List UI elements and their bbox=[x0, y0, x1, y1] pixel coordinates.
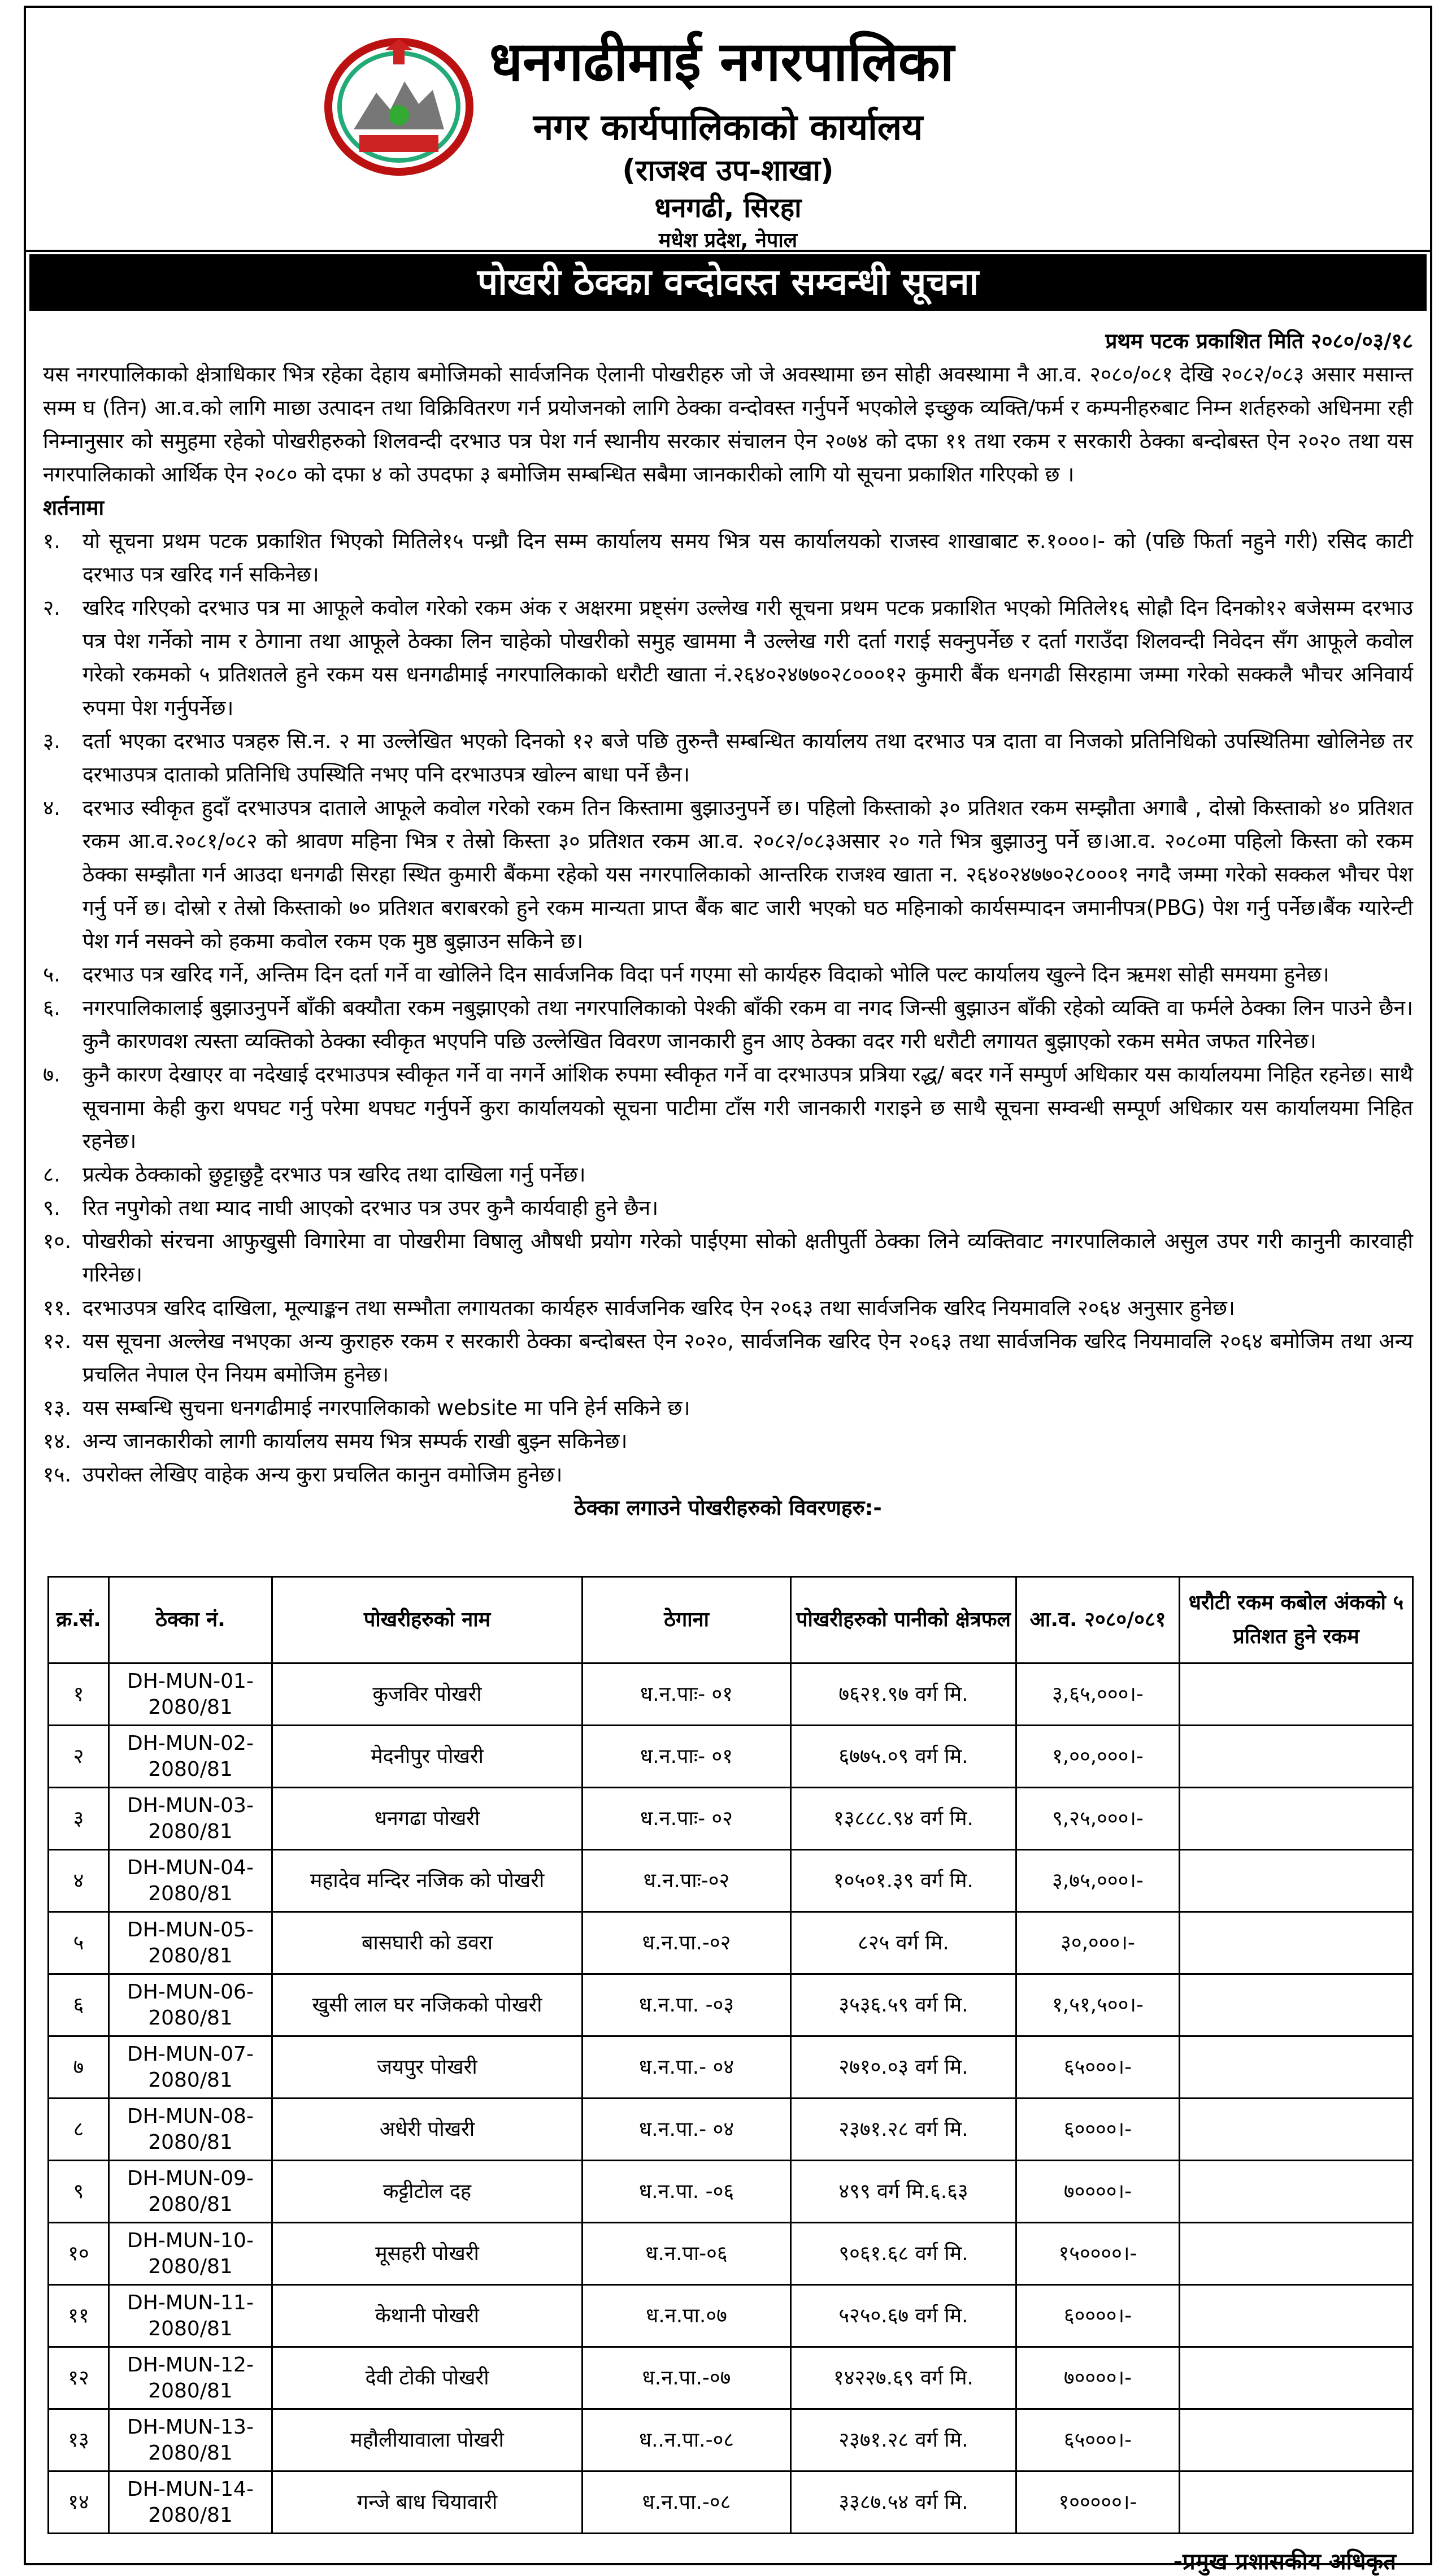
cell-address: ध.न.पा.- ०४ bbox=[583, 2099, 791, 2161]
condition-item bbox=[43, 1191, 1413, 1224]
cell-sn: १ bbox=[49, 1663, 109, 1726]
table-row bbox=[49, 1974, 1413, 2036]
cell-area: ९०६१.६८ वर्ग मि. bbox=[791, 2223, 1016, 2285]
cell-address: ध.न.पाः- ०१ bbox=[583, 1663, 791, 1726]
cell-contract: DH-MUN-12-2080/81 bbox=[109, 2347, 272, 2409]
condition-number: १०. bbox=[43, 1229, 72, 1253]
office-name: नगर कार्यपालिकाको कार्यालय bbox=[533, 107, 923, 149]
notice-body bbox=[43, 324, 1413, 1524]
condition-number: ४. bbox=[43, 796, 61, 820]
signatory: -प्रमुख प्रशासकीय अधिकृत bbox=[1173, 2549, 1396, 2575]
table-row bbox=[49, 1912, 1413, 1974]
condition-number: १३. bbox=[43, 1396, 72, 1420]
cell-deposit bbox=[1180, 1974, 1413, 2036]
condition-text: खरिद गरिएको दरभाउ पत्र मा आफूले कवोल गरेको रकम अंक र अक्षरमा प्रष्ट्संग उल्लेख गरी सूचना प्रथम पटक प्रकाशित भएको मितिले१६ सोह्रौ दिन दिनको१२ बजेसम्म दरभाउ पत्र पेश गर्नेको नाम र ठेगाना तथा आफूले ठेक्का लिन चाहेको पोखरीको समुह खाममा नै उल्लेख गरी दर्ता गराई सक्नुपर्नेछ र दर्ता गराउँदा शिलवन्दी निवेदन सँग आफूले कवोल गरेको रकमको ५ प्रतिशतले हुने रकम यस धनगढीमाई नगरपालिकाको धरौटी खाता नं.२६४०२४७७०२८०००१२ कुमारी बैंक धनगढी सिरहामा जम्मा गरेको सक्कलै भौचर अनिवार्य रुपमा पेश गर्नुपर्नेछ। bbox=[82, 596, 1413, 720]
condition-item bbox=[43, 1224, 1413, 1291]
condition-number: ८. bbox=[43, 1162, 61, 1187]
intro-paragraph: यस नगरपालिकाको क्षेत्राधिकार भित्र रहेका देहाय बमोजिमको सार्वजनिक ऐलानी पोखरीहरु जो जे अवस्थामा छन सोही अवस्थामा नै आ.व. २०८०/०८१ देखि २०८२/०८३ असार मसान्त सम्म घ (तिन) आ.व.को लागि माछा उत्पादन तथा विक्रिवितरण गर्न प्रयोजनको लागि ठेक्का वन्दोवस्त गर्नुपर्ने भएकोले इच्छुक व्यक्ति/फर्म र कम्पनीहरुबाट निम्न शर्तहरुको अधिनमा रही निम्नानुसार को समुहमा रहेको पोखरीहरुको शिलवन्दी दरभाउ पत्र पेश गर्न स्थानीय सरकार संचालन ऐन २०७४ को दफा ११ तथा रकम र सरकारी ठेक्का बन्दोबस्त ऐन २०२० तथा यस नगरपालिकाको आर्थिक ऐन २०८० को दफा ४ को उपदफा ३ बमोजिम सम्बन्धित सबैमा जानकारीको लागि यो सूचना प्रकाशित गरिएको छ । bbox=[43, 362, 1413, 486]
cell-contract: DH-MUN-04-2080/81 bbox=[109, 1850, 272, 1912]
condition-number: ६. bbox=[43, 996, 61, 1020]
condition-text: कुनै कारण देखाएर वा नदेखाई दरभाउपत्र स्वीकृत गर्ने वा नगर्ने आंशिक रुपमा स्वीकृत गर्ने वा दरभाउपत्र प्रत्रिया रद्ध/ बदर गर्ने सम्पुर्ण अधिकार यस कार्यालयमा निहित रहनेछ। साथै सूचनामा केही कुरा थपघट गर्नु परेमा थपघट गर्नुपर्ने कुरा कार्यालयको सूचना पाटीमा टाँस गरी जानकारी गराइने छ साथै सूचना सम्वन्धी सम्पूर्ण अधिकार यस कार्यालयमा निहित रहनेछ। bbox=[82, 1062, 1413, 1153]
cell-contract: DH-MUN-05-2080/81 bbox=[109, 1912, 272, 1974]
table-row bbox=[49, 2471, 1413, 2534]
condition-number: १४. bbox=[43, 1429, 72, 1453]
col-address: ठेगाना bbox=[583, 1577, 791, 1663]
table-row bbox=[49, 2285, 1413, 2347]
condition-number: ३. bbox=[43, 729, 61, 753]
condition-number: ५. bbox=[43, 962, 61, 987]
cell-amount: १,००,०००।- bbox=[1016, 1726, 1180, 1788]
table-row bbox=[49, 2099, 1413, 2161]
condition-number: ९. bbox=[43, 1196, 61, 1220]
condition-number: ११. bbox=[43, 1296, 72, 1320]
table-row bbox=[49, 1788, 1413, 1850]
cell-area: १०५०१.३९ वर्ग मि. bbox=[791, 1850, 1016, 1912]
cell-deposit bbox=[1180, 2099, 1413, 2161]
table-row bbox=[49, 1726, 1413, 1788]
condition-text: दरभाउ स्वीकृत हुदाँ दरभाउपत्र दाताले आफूले कवोल गरेको रकम तिन किस्तामा बुझाउनुपर्ने छ। पहिलो किस्ताको ३० प्रतिशत रकम सम्झौता अगाबै , दोस्रो किस्ताको ४० प्रतिशत रकम आ.व.२०८१/०८२ को श्रावण महिना भित्र र तेस्रो किस्ता ३० प्रतिशत रकम आ.व. २०८२/०८३असार २० गते भित्र बुझाउनु पर्ने छ।आ.व. २०८०मा पहिलो किस्ता को रकम ठेक्का सम्झौता गर्न आउदा धनगढी सिरहा स्थित कुमारी बैंकमा रहेको यस नगरपालिकाको आन्तरिक राजश्व खाता न. २६४०२४७७०२८०००१ नगदै जम्मा गरेको सक्कल भौचर पेश गर्नु पर्ने छ। दोस्रो र तेस्रो किस्ताको ७० प्रतिशत बराबरको हुने रकम मान्यता प्राप्त बैंक बाट जारी भएको घठ महिनाको कार्यसम्पादन जमानीपत्र(PBG) पेश गर्नु पर्नेछ।बैंक ग्यारेन्टी पेश गर्न नसक्ने को हकमा कवोल रकम एक मुष्ठ बुझाउन सकिने छ। bbox=[82, 796, 1413, 953]
conditions-heading: शर्तनामा bbox=[43, 496, 105, 520]
condition-text: रित नपुगेको तथा म्याद नाघी आएको दरभाउ पत्र उपर कुनै कार्यवाही हुने छैन। bbox=[82, 1196, 659, 1220]
cell-contract: DH-MUN-13-2080/81 bbox=[109, 2409, 272, 2471]
condition-item bbox=[43, 1424, 1413, 1458]
cell-sn: ५ bbox=[49, 1912, 109, 1974]
notice-title: पोखरी ठेक्का वन्दोवस्त सम्वन्धी सूचना bbox=[29, 254, 1427, 311]
condition-number: २. bbox=[43, 596, 61, 620]
cell-deposit bbox=[1180, 2471, 1413, 2534]
cell-area: ८२५ वर्ग मि. bbox=[791, 1912, 1016, 1974]
cell-contract: DH-MUN-07-2080/81 bbox=[109, 2036, 272, 2099]
cell-amount: ९,२५,०००।- bbox=[1016, 1788, 1180, 1850]
condition-item bbox=[43, 991, 1413, 1058]
condition-number: १२. bbox=[43, 1329, 72, 1353]
cell-name: महादेव मन्दिर नजिक को पोखरी bbox=[272, 1850, 583, 1912]
cell-address: ध..न.पा.-०८ bbox=[583, 2409, 791, 2471]
cell-amount: ३०,०००।- bbox=[1016, 1912, 1180, 1974]
cell-amount: ६००००।- bbox=[1016, 2285, 1180, 2347]
condition-text: उपरोक्त लेखिए वाहेक अन्य कुरा प्रचलित कानुन वमोजिम हुनेछ। bbox=[82, 1462, 563, 1487]
cell-area: २७१०.०३ वर्ग मि. bbox=[791, 2036, 1016, 2099]
cell-deposit bbox=[1180, 1850, 1413, 1912]
condition-number: ७. bbox=[43, 1062, 61, 1087]
notice-page bbox=[24, 6, 1432, 2575]
ponds-table bbox=[47, 1576, 1414, 2534]
location: धनगढी, सिरहा bbox=[654, 192, 802, 224]
cell-area: १३८८८.९४ वर्ग मि. bbox=[791, 1788, 1016, 1850]
table-row bbox=[49, 1663, 1413, 1726]
cell-deposit bbox=[1180, 2036, 1413, 2099]
table-header-row bbox=[49, 1577, 1413, 1663]
section-name: (राजश्व उप-शाखा) bbox=[622, 154, 834, 188]
cell-deposit bbox=[1180, 1726, 1413, 1788]
cell-name: गन्जे बाध चियावारी bbox=[272, 2471, 583, 2534]
cell-address: ध.न.पा.-०७ bbox=[583, 2347, 791, 2409]
condition-number: १. bbox=[43, 529, 61, 553]
cell-name: जयपुर पोखरी bbox=[272, 2036, 583, 2099]
cell-area: ५२५०.६७ वर्ग मि. bbox=[791, 2285, 1016, 2347]
cell-contract: DH-MUN-02-2080/81 bbox=[109, 1726, 272, 1788]
cell-sn: १२ bbox=[49, 2347, 109, 2409]
cell-area: २३७१.२८ वर्ग मि. bbox=[791, 2409, 1016, 2471]
cell-area: ३३८७.५४ वर्ग मि. bbox=[791, 2471, 1016, 2534]
cell-name: देवी टोकी पोखरी bbox=[272, 2347, 583, 2409]
header-divider bbox=[26, 250, 1430, 252]
condition-item bbox=[43, 1324, 1413, 1391]
table-body bbox=[49, 1663, 1413, 2534]
cell-sn: ४ bbox=[49, 1850, 109, 1912]
cell-sn: ११ bbox=[49, 2285, 109, 2347]
cell-amount: ७००००।- bbox=[1016, 2347, 1180, 2409]
col-deposit: धरौटी रकम कबोल अंकको ५ प्रतिशत हुने रकम bbox=[1180, 1577, 1413, 1663]
province: मधेश प्रदेश, नेपाल bbox=[658, 229, 798, 252]
cell-area: ४९९ वर्ग मि.६.६३ bbox=[791, 2161, 1016, 2223]
col-amount: आ.व. २०८०/०८१ bbox=[1016, 1577, 1180, 1663]
cell-area: २३७१.२८ वर्ग मि. bbox=[791, 2099, 1016, 2161]
cell-amount: १५००००।- bbox=[1016, 2223, 1180, 2285]
table-row bbox=[49, 2161, 1413, 2223]
cell-area: ७६२१.९७ वर्ग मि. bbox=[791, 1663, 1016, 1726]
cell-name: केथानी पोखरी bbox=[272, 2285, 583, 2347]
cell-name: कट्टीटोल दह bbox=[272, 2161, 583, 2223]
cell-contract: DH-MUN-01-2080/81 bbox=[109, 1663, 272, 1726]
table-row bbox=[49, 2036, 1413, 2099]
cell-amount: १,५१,५००।- bbox=[1016, 1974, 1180, 2036]
condition-text: प्रत्येक ठेक्काको छुट्टाछुट्टै दरभाउ पत्र खरिद तथा दाखिला गर्नु पर्नेछ। bbox=[82, 1162, 586, 1187]
cell-deposit bbox=[1180, 1912, 1413, 1974]
condition-text: पोखरीको संरचना आफुखुसी विगारेमा वा पोखरीमा विषालु औषधी प्रयोग गरेको पाईएमा सोको क्षतीपुर्ती ठेक्का लिने व्यक्तिवाट नगरपालिकाले असुल उपर गरी कानुनी कारवाही गरिनेछ। bbox=[82, 1229, 1413, 1287]
cell-contract: DH-MUN-14-2080/81 bbox=[109, 2471, 272, 2534]
cell-deposit bbox=[1180, 2409, 1413, 2471]
letterhead bbox=[26, 8, 1430, 250]
cell-address: ध.न.पाः-०२ bbox=[583, 1850, 791, 1912]
table-row bbox=[49, 2223, 1413, 2285]
cell-sn: ८ bbox=[49, 2099, 109, 2161]
cell-deposit bbox=[1180, 2285, 1413, 2347]
condition-text: यस सम्बन्धि सुचना धनगढीमाई नगरपालिकाको website मा पनि हेर्न सकिने छ। bbox=[82, 1396, 690, 1420]
cell-deposit bbox=[1180, 2161, 1413, 2223]
cell-sn: ३ bbox=[49, 1788, 109, 1850]
condition-item bbox=[43, 958, 1413, 991]
cell-amount: ३,६५,०००।- bbox=[1016, 1663, 1180, 1726]
cell-name: कुजविर पोखरी bbox=[272, 1663, 583, 1726]
cell-sn: १४ bbox=[49, 2471, 109, 2534]
condition-item bbox=[43, 1158, 1413, 1191]
condition-item bbox=[43, 1291, 1413, 1324]
cell-name: खुसी लाल घर नजिकको पोखरी bbox=[272, 1974, 583, 2036]
cell-amount: ६५०००।- bbox=[1016, 2036, 1180, 2099]
cell-address: ध.न.पा. -०३ bbox=[583, 1974, 791, 2036]
condition-text: दरभाउ पत्र खरिद गर्ने, अन्तिम दिन दर्ता गर्ने वा खोलिने दिन सार्वजनिक विदा पर्न गएमा सो कार्यहरु विदाको भोलि पल्ट कार्यालय खुल्ने दिन ऋमश सोही समयमा हुनेछ। bbox=[82, 962, 1329, 987]
table-row bbox=[49, 2347, 1413, 2409]
cell-contract: DH-MUN-08-2080/81 bbox=[109, 2099, 272, 2161]
condition-item bbox=[43, 724, 1413, 791]
cell-address: ध.न.पाः- ०२ bbox=[583, 1788, 791, 1850]
municipality-name: धनगढीमाई नगरपालिका bbox=[489, 30, 954, 93]
condition-item bbox=[43, 791, 1413, 958]
cell-amount: ६००००।- bbox=[1016, 2099, 1180, 2161]
cell-sn: २ bbox=[49, 1726, 109, 1788]
cell-contract: DH-MUN-06-2080/81 bbox=[109, 1974, 272, 2036]
cell-name: मूसहरी पोखरी bbox=[272, 2223, 583, 2285]
condition-number: १५. bbox=[43, 1462, 72, 1487]
cell-contract: DH-MUN-11-2080/81 bbox=[109, 2285, 272, 2347]
condition-item bbox=[43, 591, 1413, 724]
table-row bbox=[49, 1850, 1413, 1912]
cell-amount: १०००००।- bbox=[1016, 2471, 1180, 2534]
cell-contract: DH-MUN-10-2080/81 bbox=[109, 2223, 272, 2285]
cell-deposit bbox=[1180, 1788, 1413, 1850]
cell-deposit bbox=[1180, 1663, 1413, 1726]
condition-text: नगरपालिकालाई बुझाउनुपर्ने बाँकी बक्यौता रकम नबुझाएको तथा नगरपालिकाको पेश्की बाँकी रकम वा नगद जिन्सी बुझाउन बाँकी रहेको व्यक्ति वा फर्मले ठेक्का लिन पाउने छैन। कुनै कारणवश त्यस्ता व्यक्तिको ठेक्का स्वीकृत भएपनि पछि उल्लेखित विवरण जानकारी हुन आए ठेक्का वदर गरी धरौटी लगायत बुझाएको रकम समेत जफत गरिनेछ। bbox=[82, 996, 1413, 1053]
cell-address: ध.न.पाः- ०१ bbox=[583, 1726, 791, 1788]
condition-item bbox=[43, 1391, 1413, 1424]
cell-area: १४२२७.६९ वर्ग मि. bbox=[791, 2347, 1016, 2409]
condition-text: अन्य जानकारीको लागी कार्यालय समय भित्र सम्पर्क राखी बुझ्न सकिनेछ। bbox=[82, 1429, 628, 1453]
cell-name: अधेरी पोखरी bbox=[272, 2099, 583, 2161]
condition-text: यो सूचना प्रथम पटक प्रकाशित भिएको मितिले१५ पन्ध्रौ दिन सम्म कार्यालय समय भित्र यस कार्यालयको राजस्व शाखाबाट रु.१०००।- को (पछि फिर्ता नहुने गरी) रसिद काटी दरभाउ पत्र खरिद गर्न सकिनेछ। bbox=[82, 529, 1413, 587]
cell-address: ध.न.पा.०७ bbox=[583, 2285, 791, 2347]
cell-amount: ७००००।- bbox=[1016, 2161, 1180, 2223]
cell-name: धनगढा पोखरी bbox=[272, 1788, 583, 1850]
cell-contract: DH-MUN-03-2080/81 bbox=[109, 1788, 272, 1850]
table-title: ठेक्का लगाउने पोखरीहरुको विवरणहरु:- bbox=[574, 1496, 882, 1520]
cell-sn: १३ bbox=[49, 2409, 109, 2471]
cell-sn: ७ bbox=[49, 2036, 109, 2099]
cell-deposit bbox=[1180, 2223, 1413, 2285]
publish-date: प्रथम पटक प्रकाशित मिति २०८०/०३/१८ bbox=[1105, 329, 1413, 353]
col-pond-name: पोखरीहरुको नाम bbox=[272, 1577, 583, 1663]
cell-amount: ३,७५,०००।- bbox=[1016, 1850, 1180, 1912]
cell-address: ध.न.पा.- ०४ bbox=[583, 2036, 791, 2099]
cell-sn: ९ bbox=[49, 2161, 109, 2223]
cell-sn: १० bbox=[49, 2223, 109, 2285]
cell-sn: ६ bbox=[49, 1974, 109, 2036]
condition-text: दर्ता भएका दरभाउ पत्रहरु सि.न. २ मा उल्लेखित भएको दिनको १२ बजे पछि तुरुन्तै सम्बन्धित कार्यालय तथा दरभाउ पत्र दाता वा निजको प्रतिनिधिको उपस्थितिमा खोलिनेछ तर दरभाउपत्र दाताको प्रतिनिधि उपस्थिति नभए पनि दरभाउपत्र खोल्न बाधा पर्ने छैन। bbox=[82, 729, 1413, 787]
cell-address: ध.न.पा. -०६ bbox=[583, 2161, 791, 2223]
cell-contract: DH-MUN-09-2080/81 bbox=[109, 2161, 272, 2223]
col-contract: ठेक्का नं. bbox=[109, 1577, 272, 1663]
cell-area: ६७७५.०९ वर्ग मि. bbox=[791, 1726, 1016, 1788]
cell-name: महौलीयावाला पोखरी bbox=[272, 2409, 583, 2471]
condition-text: दरभाउपत्र खरिद दाखिला, मूल्याङ्कन तथा सम्भौता लगायतका कार्यहरु सार्वजनिक खरिद ऐन २०६३ तथा सार्वजनिक खरिद नियमावलि २०६४ अनुसार हुनेछ। bbox=[82, 1296, 1235, 1320]
condition-item bbox=[43, 524, 1413, 591]
cell-name: बासघारी को डवरा bbox=[272, 1912, 583, 1974]
col-sn: क्र.सं. bbox=[49, 1577, 109, 1663]
cell-address: ध.न.पा.-०२ bbox=[583, 1912, 791, 1974]
condition-item bbox=[43, 1058, 1413, 1158]
cell-area: ३५३६.५९ वर्ग मि. bbox=[791, 1974, 1016, 2036]
cell-name: मेदनीपुर पोखरी bbox=[272, 1726, 583, 1788]
table-row bbox=[49, 2409, 1413, 2471]
col-area: पोखरीहरुको पानीको क्षेत्रफल bbox=[791, 1577, 1016, 1663]
cell-address: ध.न.पा-०६ bbox=[583, 2223, 791, 2285]
cell-deposit bbox=[1180, 2347, 1413, 2409]
cell-amount: ६५०००।- bbox=[1016, 2409, 1180, 2471]
condition-text: यस सूचना अल्लेख नभएका अन्य कुराहरु रकम र सरकारी ठेक्का बन्दोबस्त ऐन २०२०, सार्वजनिक खरिद ऐन २०६३ तथा सार्वजनिक खरिद नियमावलि २०६४ बमोजिम तथा अन्य प्रचलित नेपाल ऐन नियम बमोजिम हुनेछ। bbox=[82, 1329, 1413, 1387]
cell-address: ध.न.पा.-०८ bbox=[583, 2471, 791, 2534]
condition-item bbox=[43, 1458, 1413, 1491]
